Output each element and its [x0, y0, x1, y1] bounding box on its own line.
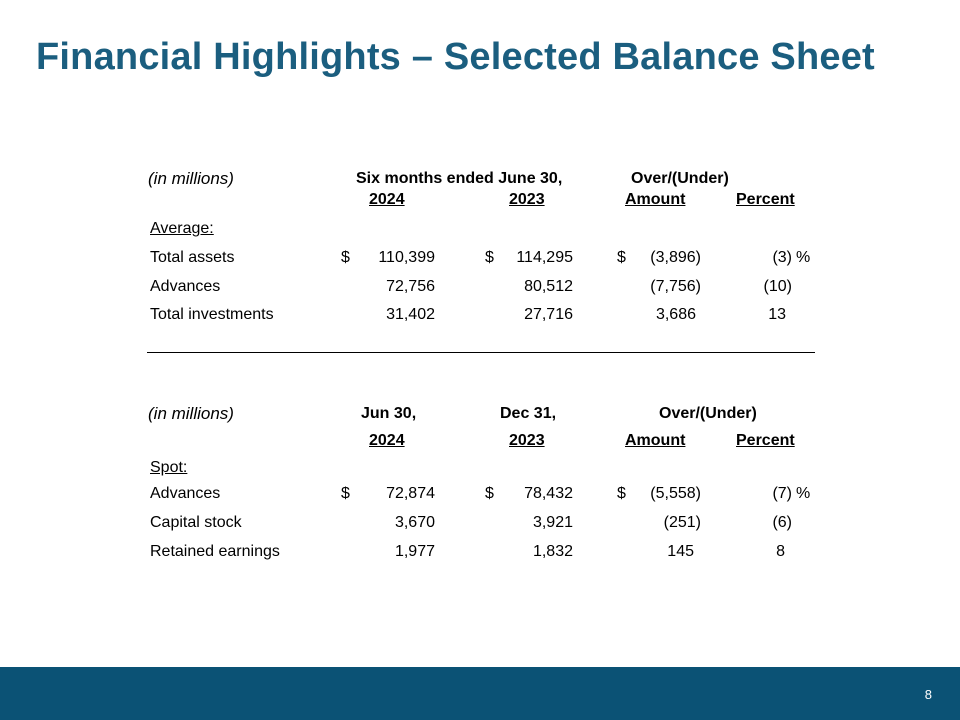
amount-value: (251): [663, 514, 701, 531]
percent-value: 8: [776, 543, 785, 560]
row-label: Total investments: [150, 306, 274, 323]
dollar-sign: $: [617, 249, 626, 266]
amount-value: (5,558): [650, 485, 701, 502]
category-label: Spot:: [150, 459, 188, 476]
unit-note: (in millions): [148, 404, 234, 423]
percent-value: (3): [772, 249, 792, 266]
value-2024: 72,756: [386, 278, 435, 295]
value-2024: 110,399: [378, 249, 435, 266]
dollar-sign: $: [485, 249, 494, 266]
section-divider: [147, 352, 815, 353]
percent-symbol: %: [796, 249, 811, 266]
value-2023: 3,921: [532, 514, 573, 531]
amount-header: Amount: [625, 432, 686, 449]
percent-value: (10): [763, 278, 792, 295]
dollar-sign: $: [341, 485, 350, 502]
percent-value: (6): [772, 514, 792, 531]
unit-note: (in millions): [148, 169, 234, 188]
percent-value: (7): [772, 485, 792, 502]
amount-value: 145: [667, 543, 694, 560]
percent-symbol: %: [796, 485, 811, 502]
value-2023: 80,512: [524, 278, 573, 295]
dollar-sign: $: [617, 485, 626, 502]
over-under-header: Over/(Under): [631, 170, 729, 187]
percent-header: Percent: [736, 191, 795, 208]
row-label: Total assets: [150, 249, 235, 266]
col-a-top-header: Jun 30,: [361, 405, 417, 422]
dollar-sign: $: [485, 485, 494, 502]
amount-value: (7,756): [650, 278, 701, 295]
category-label: Average:: [150, 220, 214, 237]
footer-bar: [0, 667, 960, 720]
col-a-header: 2024: [369, 432, 405, 449]
value-2023: 27,716: [524, 306, 573, 323]
page-number: 8: [924, 687, 932, 702]
row-label: Retained earnings: [150, 543, 280, 560]
percent-header: Percent: [736, 432, 795, 449]
row-label: Advances: [150, 485, 221, 502]
value-2023: 114,295: [516, 249, 573, 266]
col-b-header: 2023: [509, 432, 545, 449]
header-group: Six months ended June 30,: [356, 170, 563, 187]
over-under-header: Over/(Under): [659, 405, 757, 422]
value-2024: 31,402: [386, 306, 435, 323]
value-2024: 72,874: [386, 485, 435, 502]
percent-value: 13: [768, 306, 786, 323]
row-label: Capital stock: [150, 514, 242, 531]
page-title: Financial Highlights – Selected Balance Sheet: [36, 36, 875, 78]
value-2023: 1,832: [532, 543, 573, 560]
amount-value: (3,896): [650, 249, 701, 266]
value-2024: 3,670: [394, 514, 435, 531]
value-2024: 1,977: [394, 543, 435, 560]
row-label: Advances: [150, 278, 221, 295]
value-2023: 78,432: [524, 485, 573, 502]
col-b-header: 2023: [509, 191, 545, 208]
dollar-sign: $: [341, 249, 350, 266]
col-a-header: 2024: [369, 191, 405, 208]
amount-header: Amount: [625, 191, 686, 208]
amount-value: 3,686: [655, 306, 696, 323]
col-b-top-header: Dec 31,: [500, 405, 557, 422]
